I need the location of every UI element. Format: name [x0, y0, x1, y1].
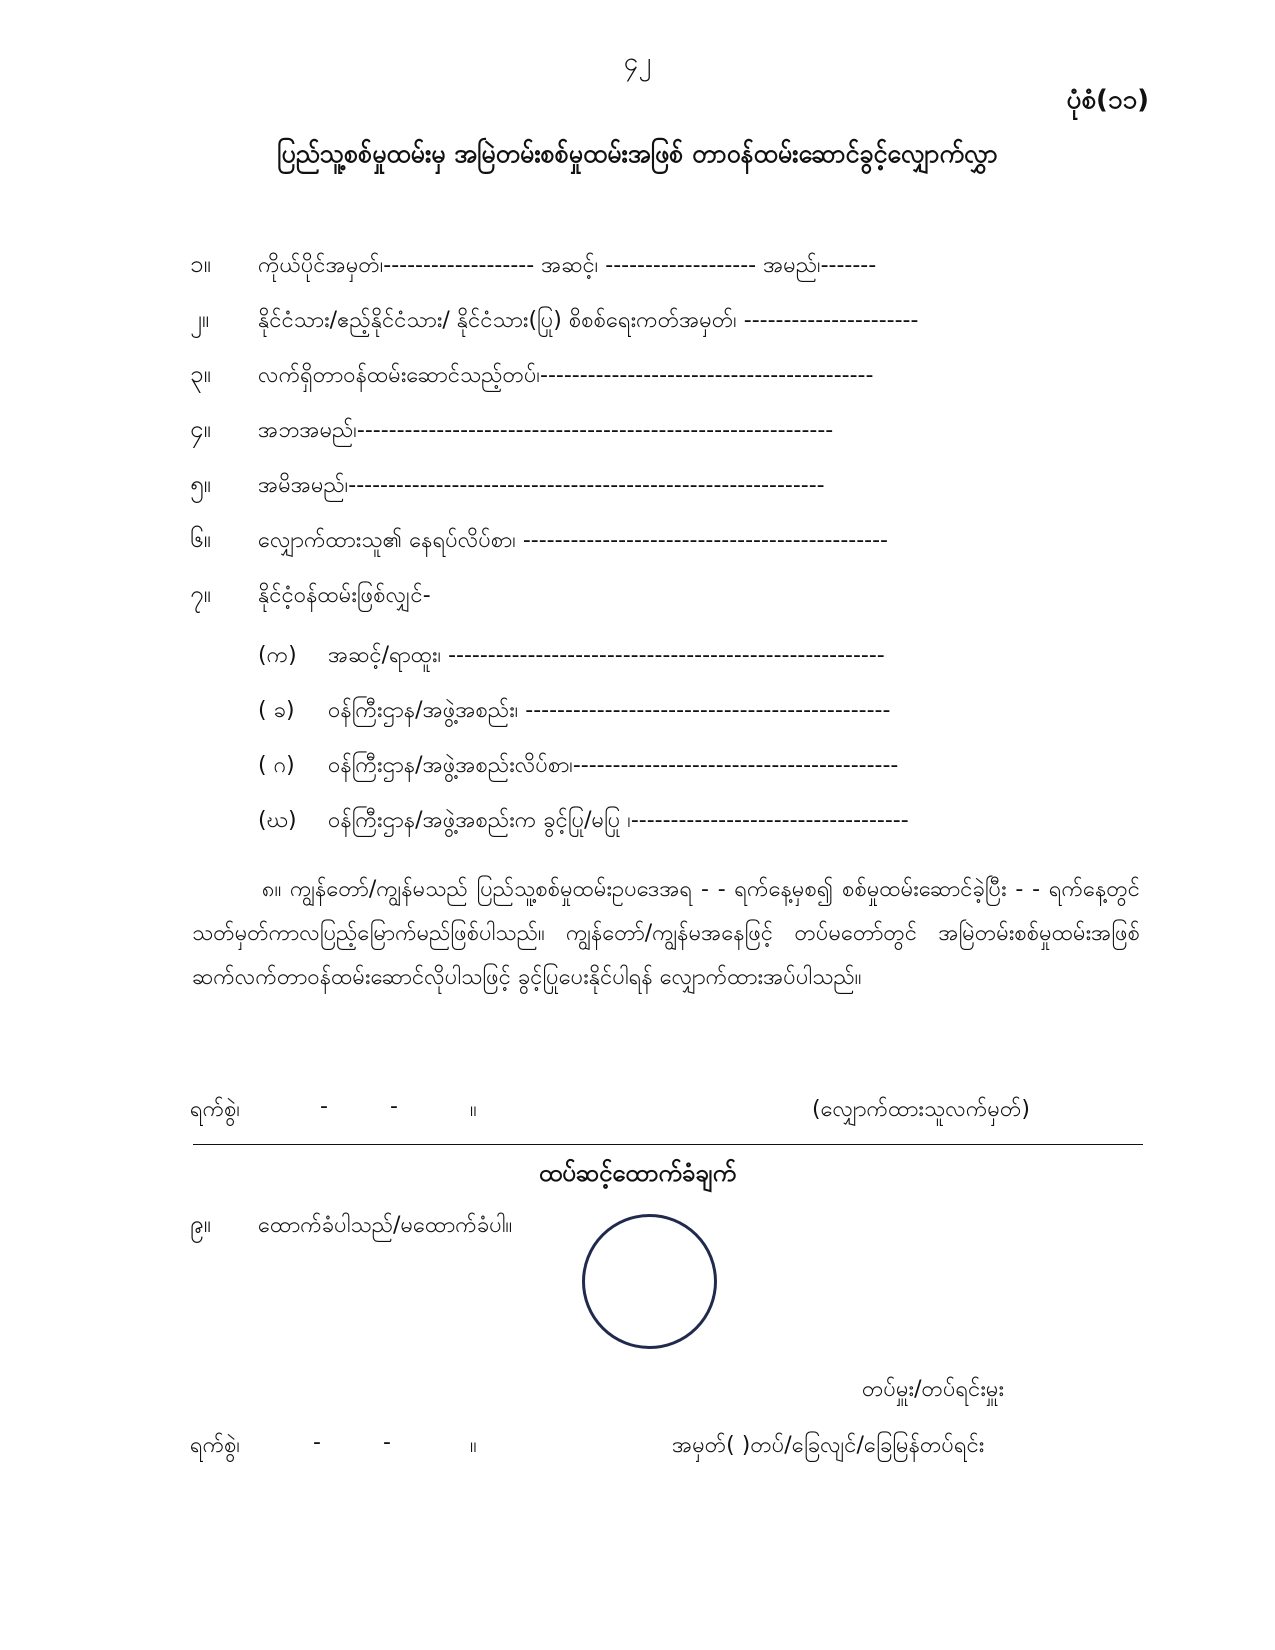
field-citizenship-card: နိုင်ငံသား/ဧည့်နိုင်ငံသား/ နိုင်ငံသား(ပြု) စိစစ်ရေးကတ်အမှတ်၊ ---------------------- [258, 308, 919, 333]
declaration-number: ၈။ [262, 877, 282, 902]
date-dash: - [320, 1094, 328, 1119]
field-number: ၇။ [190, 580, 211, 608]
field-home-address: လျှောက်ထားသူ၏ နေရပ်လိပ်စာ၊ ---------------------------------------------- [258, 528, 888, 553]
subfield-rank-position: အဆင့်/ရာထူး၊ ------------------------------------------------------- [328, 643, 885, 668]
field-number: ၅။ [190, 470, 211, 498]
date-dash: - [383, 1430, 391, 1455]
official-seal-circle [582, 1214, 717, 1349]
field-number: ၆။ [190, 525, 211, 553]
page-number: ၄၂ [623, 47, 652, 77]
field-number: ၃။ [190, 360, 211, 388]
recommendation-number: ၉။ [190, 1210, 211, 1238]
subfield-ministry-approval: ဝန်ကြီးဌာန/အဖွဲ့အစည်းက ခွင့်ပြု/မပြု ၊----------------------------------- [328, 808, 909, 833]
form-number: ပုံစံ(၁၁) [1066, 85, 1149, 115]
subfield-ministry: ဝန်ကြီးဌာန/အဖွဲ့အစည်း၊ ---------------------------------------------- [328, 698, 891, 723]
date-dash: - [313, 1430, 321, 1455]
subfield-label: ( ခ) [258, 698, 295, 723]
unit-label: အမှတ်( )တပ်/ခြေလျင်/ခြေမြန်တပ်ရင်း [672, 1433, 985, 1458]
form-title: ပြည်သူ့စစ်မှုထမ်းမှ အမြဲတမ်းစစ်မှုထမ်းအဖြစ် တာဝန်ထမ်းဆောင်ခွင့်လျှောက်လွှာ [277, 139, 998, 168]
field-id-rank-name: ကိုယ်ပိုင်အမှတ်၊------------------- အဆင့်၊ ------------------- အမည်၊------- [258, 253, 877, 278]
commander-title: တပ်မှူး/တပ်ရင်းမှူး [862, 1377, 1005, 1402]
field-civil-servant: နိုင်ငံ့ဝန်ထမ်းဖြစ်လျှင်- [258, 583, 431, 608]
subfield-ministry-address: ဝန်ကြီးဌာန/အဖွဲ့အစည်းလိပ်စာ၊----------------------------------------- [328, 753, 899, 778]
recommendation-text: ထောက်ခံပါသည်/မထောက်ခံပါ။ [258, 1213, 513, 1238]
declaration-paragraph [192, 868, 1140, 1000]
date-end-mark: ။ [470, 1433, 477, 1458]
date-end-mark: ။ [470, 1097, 477, 1122]
subfield-label: (က) [258, 643, 297, 668]
date-label: ရက်စွဲ၊ [190, 1433, 241, 1458]
date-dash: - [390, 1094, 398, 1119]
field-father-name: အဘအမည်၊------------------------------------------------------------ [258, 418, 834, 443]
section-divider [193, 1144, 1143, 1145]
subfield-label: (ဃ) [258, 808, 297, 833]
field-current-unit: လက်ရှိတာဝန်ထမ်းဆောင်သည့်တပ်၊------------------------------------------ [258, 363, 874, 388]
field-number: ၁။ [190, 250, 211, 278]
date-label: ရက်စွဲ၊ [190, 1097, 241, 1122]
field-number: ၄။ [190, 415, 211, 443]
field-mother-name: အမိအမည်၊------------------------------------------------------------ [258, 473, 825, 498]
recommendation-title: ထပ်ဆင့်ထောက်ခံချက် [538, 1159, 737, 1187]
declaration-text: ကျွန်တော်/ကျွန်မသည် ပြည်သူ့စစ်မှုထမ်းဥပဒေအရ - - ရက်နေ့မှစ၍ စစ်မှုထမ်းဆောင်ခဲ့ပြီး - - ရက်နေ့တွင် သတ်မှတ်ကာလပြည့်မြောက်မည်ဖြစ်ပါသည်။ ကျွန်တော်/ကျွန်မအနေဖြင့် တပ်မတော်တွင် အမြဲတမ်းစစ်မှုထမ်းအဖြစ် ဆက်လက်တာဝန်ထမ်းဆောင်လိုပါသဖြင့် ခွင့်ပြုပေးနိုင်ပါရန် လျှောက်ထားအပ်ပါသည်။ [192, 877, 1140, 990]
subfield-label: ( ဂ) [258, 753, 295, 778]
field-number: ၂။ [190, 305, 210, 333]
applicant-signature-label: (လျှောက်ထားသူလက်မှတ်) [812, 1097, 1030, 1122]
